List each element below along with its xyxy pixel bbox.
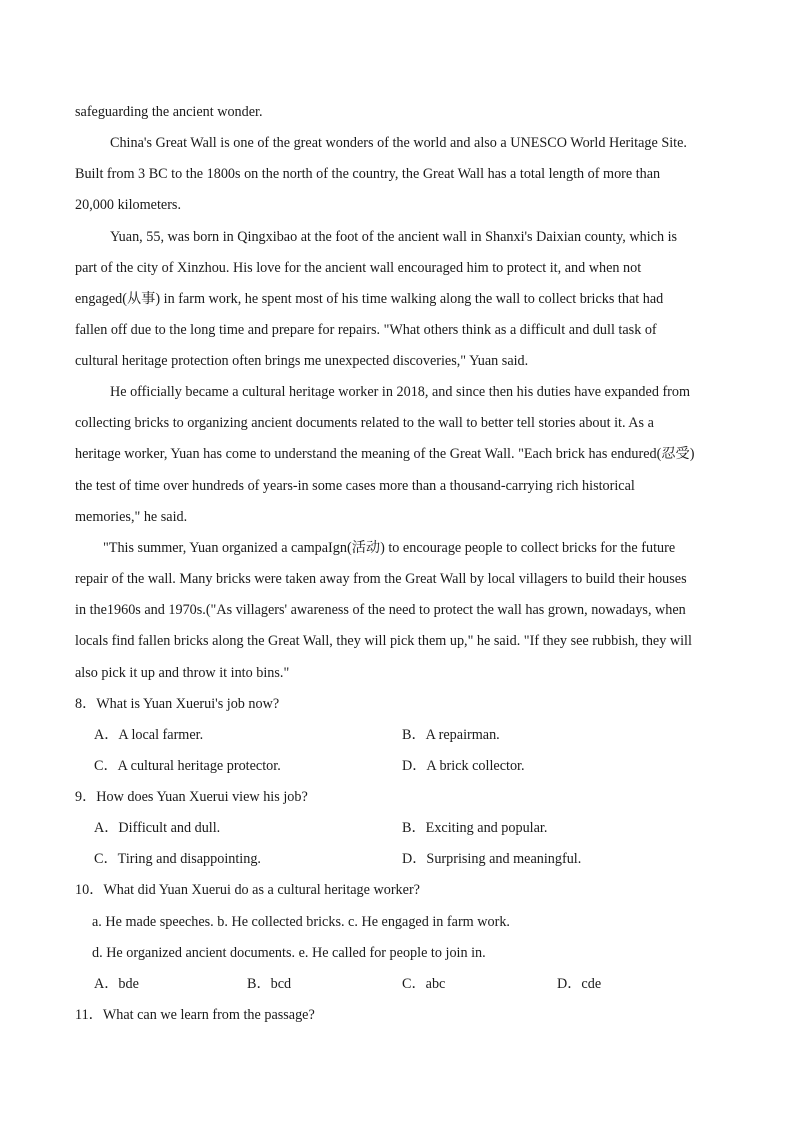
passage-line: fallen off due to the long time and prepare for repairs. "What others think as a difficult and dull task of	[75, 322, 657, 338]
passage-line: China's Great Wall is one of the great wonders of the world and also a UNESCO World Heritage Site.	[110, 135, 687, 151]
question-10-option-d[interactable]: D．cde	[557, 976, 602, 992]
passage-line: engaged(从事) in farm work, he spent most of his time walking along the wall to collect bricks that had	[75, 291, 664, 307]
passage-line: cultural heritage protection often brings me unexpected discoveries," Yuan said.	[75, 353, 529, 369]
question-9-option-a[interactable]: A．Difficult and dull.	[94, 820, 221, 836]
passage-line: repair of the wall. Many bricks were taken away from the Great Wall by local villagers to build their houses	[75, 571, 687, 587]
passage-line: heritage worker, Yuan has come to understand the meaning of the Great Wall. "Each brick has endured(忍受)	[75, 446, 695, 462]
passage-line: He officially became a cultural heritage worker in 2018, and since then his duties have expanded from	[110, 384, 691, 400]
question-8-option-c[interactable]: C．A cultural heritage protector.	[94, 758, 281, 774]
question-10-option-b[interactable]: B．bcd	[247, 976, 292, 992]
passage-line: Yuan, 55, was born in Qingxibao at the foot of the ancient wall in Shanxi's Daixian county, which is	[110, 229, 678, 245]
passage-line: memories," he said.	[75, 509, 188, 525]
question-10-statements-1: a. He made speeches. b. He collected bricks. c. He engaged in farm work.	[92, 914, 510, 930]
question-8-option-b[interactable]: B．A repairman.	[402, 727, 500, 743]
passage-line: locals find fallen bricks along the Great Wall, they will pick them up," he said. "If they see rubbish, they will	[75, 633, 692, 649]
question-8-stem: 8．What is Yuan Xuerui's job now?	[75, 696, 280, 712]
question-9-option-b[interactable]: B．Exciting and popular.	[402, 820, 548, 836]
question-8-option-d[interactable]: D．A brick collector.	[402, 758, 525, 774]
passage-line: "This summer, Yuan organized a campaIgn(活动) to encourage people to collect bricks for the future	[103, 540, 676, 556]
passage-line: the test of time over hundreds of years-in some cases more than a thousand-carrying rich historical	[75, 478, 635, 494]
question-11-stem: 11．What can we learn from the passage?	[75, 1007, 315, 1023]
question-8-option-a[interactable]: A．A local farmer.	[94, 727, 204, 743]
question-10-option-c[interactable]: C．abc	[402, 976, 446, 992]
question-10-statements-2: d. He organized ancient documents. e. He called for people to join in.	[92, 945, 486, 961]
question-9-stem: 9．How does Yuan Xuerui view his job?	[75, 789, 308, 805]
passage-line: Built from 3 BC to the 1800s on the north of the country, the Great Wall has a total length of more than	[75, 166, 661, 182]
question-9-option-d[interactable]: D．Surprising and meaningful.	[402, 851, 582, 867]
passage-line: part of the city of Xinzhou. His love for the ancient wall encouraged him to protect it, and when not	[75, 260, 642, 276]
passage-line: also pick it up and throw it into bins."	[75, 665, 290, 681]
question-10-stem: 10．What did Yuan Xuerui do as a cultural heritage worker?	[75, 882, 420, 898]
passage-line: 20,000 kilometers.	[75, 197, 181, 213]
passage-line: safeguarding the ancient wonder.	[75, 104, 263, 120]
passage-line: in the1960s and 1970s.("As villagers' awareness of the need to protect the wall has grown, nowadays, when	[75, 602, 686, 618]
question-10-option-a[interactable]: A．bde	[94, 976, 139, 992]
passage-line: collecting bricks to organizing ancient documents related to the wall to better tell stories about it. As a	[75, 415, 654, 431]
question-9-option-c[interactable]: C．Tiring and disappointing.	[94, 851, 261, 867]
